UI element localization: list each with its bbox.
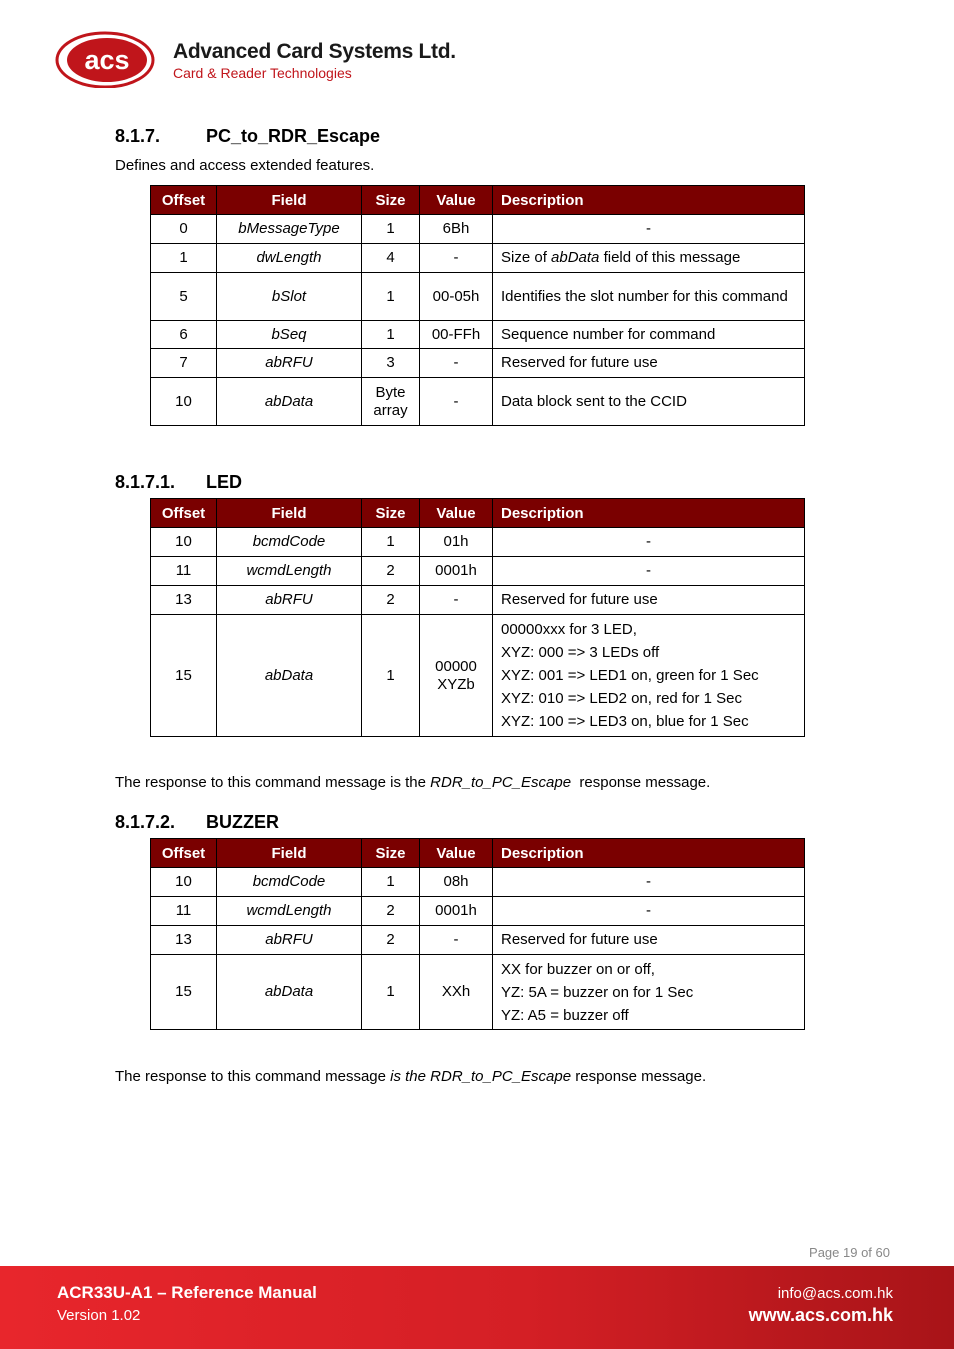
response-note-buzzer: The response to this command message is the RDR_to_PC_Escape response message. <box>115 1068 707 1085</box>
cell-size: 1 <box>362 868 420 897</box>
cell-field: abRFU <box>217 349 362 378</box>
table-row <box>151 215 805 244</box>
col-size: Size <box>362 499 420 528</box>
page-number: Page 19 of 60 <box>809 1245 890 1260</box>
col-value: Value <box>420 186 493 215</box>
cell-size: Byte array <box>362 378 420 426</box>
footer-email: info@acs.com.hk <box>777 1285 893 1302</box>
cell-size: 1 <box>362 955 420 1030</box>
cell-field: bcmdCode <box>217 868 362 897</box>
cell-offset: 11 <box>151 557 217 586</box>
section-heading-led <box>115 472 242 493</box>
col-value: Value <box>420 499 493 528</box>
cell-size: 1 <box>362 215 420 244</box>
table-row <box>151 615 805 737</box>
section-heading-escape <box>115 126 380 147</box>
company-name: Advanced Card Systems Ltd. <box>173 40 456 63</box>
cell-offset: 11 <box>151 897 217 926</box>
cell-description: Reserved for future use <box>493 926 805 955</box>
col-offset: Offset <box>151 186 217 215</box>
cell-value: - <box>420 244 493 273</box>
cell-field: bcmdCode <box>217 528 362 557</box>
cell-offset: 7 <box>151 349 217 378</box>
table-header-row <box>151 186 805 215</box>
table-row <box>151 273 805 321</box>
cell-description: Reserved for future use <box>493 586 805 615</box>
cell-description: Sequence number for command <box>493 321 805 349</box>
page-footer <box>0 1266 954 1349</box>
cell-size: 1 <box>362 528 420 557</box>
table-row <box>151 349 805 378</box>
acs-logo-icon <box>55 30 155 88</box>
col-size: Size <box>362 186 420 215</box>
col-field: Field <box>217 186 362 215</box>
section-number: 8.1.7.1. <box>115 472 176 492</box>
table-row <box>151 528 805 557</box>
cell-size: 2 <box>362 897 420 926</box>
cell-field: abData <box>217 955 362 1030</box>
cell-offset: 0 <box>151 215 217 244</box>
cell-value: - <box>420 586 493 615</box>
cell-size: 2 <box>362 926 420 955</box>
table-row <box>151 586 805 615</box>
cell-offset: 5 <box>151 273 217 321</box>
cell-field: wcmdLength <box>217 897 362 926</box>
cell-description: Data block sent to the CCID <box>493 378 805 426</box>
section-title: PC_to_RDR_Escape <box>206 126 381 146</box>
cell-description: - <box>493 868 805 897</box>
cell-description: - <box>493 557 805 586</box>
cell-description: Identifies the slot number for this command <box>493 273 805 321</box>
cell-field: abData <box>217 378 362 426</box>
col-field: Field <box>217 499 362 528</box>
table-row <box>151 244 805 273</box>
cell-offset: 13 <box>151 586 217 615</box>
cell-description: XX for buzzer on or off, YZ: 5A = buzzer on for 1 Sec YZ: A5 = buzzer off <box>493 955 805 1030</box>
footer-version: Version 1.02 <box>57 1307 141 1324</box>
cell-value: - <box>420 349 493 378</box>
cell-value: 0001h <box>420 557 493 586</box>
cell-description: Reserved for future use <box>493 349 805 378</box>
cell-description: Size of abData field of this message <box>493 244 805 273</box>
table-header-row <box>151 499 805 528</box>
cell-size: 1 <box>362 615 420 737</box>
cell-size: 1 <box>362 321 420 349</box>
cell-value: - <box>420 378 493 426</box>
cell-offset: 15 <box>151 955 217 1030</box>
cell-size: 1 <box>362 273 420 321</box>
cell-field: wcmdLength <box>217 557 362 586</box>
col-offset: Offset <box>151 499 217 528</box>
footer-title: ACR33U-A1 – Reference Manual <box>57 1283 317 1302</box>
table-header-row <box>151 839 805 868</box>
section-title: LED <box>206 472 242 492</box>
led-table <box>150 498 805 737</box>
company-tagline: Card & Reader Technologies <box>173 65 352 81</box>
cell-value: 00-05h <box>420 273 493 321</box>
col-value: Value <box>420 839 493 868</box>
col-description: Description <box>493 186 805 215</box>
cell-field: abRFU <box>217 926 362 955</box>
section-title: BUZZER <box>206 812 279 832</box>
col-size: Size <box>362 839 420 868</box>
buzzer-table <box>150 838 805 1030</box>
cell-value: XXh <box>420 955 493 1030</box>
cell-value: 08h <box>420 868 493 897</box>
company-logo <box>55 30 475 96</box>
cell-field: bSlot <box>217 273 362 321</box>
cell-description: - <box>493 528 805 557</box>
table-row <box>151 321 805 349</box>
cell-offset: 10 <box>151 868 217 897</box>
table-row <box>151 868 805 897</box>
cell-offset: 10 <box>151 528 217 557</box>
cell-size: 2 <box>362 557 420 586</box>
cell-size: 2 <box>362 586 420 615</box>
table-row <box>151 897 805 926</box>
section-number: 8.1.7. <box>115 126 161 146</box>
table-row <box>151 378 805 426</box>
cell-size: 4 <box>362 244 420 273</box>
cell-value: 0001h <box>420 897 493 926</box>
cell-description: - <box>493 215 805 244</box>
cell-field: abRFU <box>217 586 362 615</box>
escape-table <box>150 185 805 426</box>
cell-description: - <box>493 897 805 926</box>
footer-website: www.acs.com.hk <box>748 1305 893 1325</box>
cell-value: 00000 XYZb <box>420 615 493 737</box>
cell-value: 01h <box>420 528 493 557</box>
cell-offset: 6 <box>151 321 217 349</box>
col-field: Field <box>217 839 362 868</box>
table-row <box>151 557 805 586</box>
cell-field: dwLength <box>217 244 362 273</box>
cell-field: bSeq <box>217 321 362 349</box>
table-row <box>151 926 805 955</box>
section-heading-buzzer <box>115 812 279 833</box>
cell-field: abData <box>217 615 362 737</box>
cell-description: 00000xxx for 3 LED, XYZ: 000 => 3 LEDs off XYZ: 001 => LED1 on, green for 1 Sec XYZ: 010 => LED2 on, red for 1 Sec XYZ: 100 => LED3 on, blue for 1 Sec <box>493 615 805 737</box>
section-intro: Defines and access extended features. <box>115 157 375 174</box>
cell-offset: 15 <box>151 615 217 737</box>
response-note-led: The response to this command message is the RDR_to_PC_Escape response message. <box>115 774 711 791</box>
col-offset: Offset <box>151 839 217 868</box>
cell-offset: 13 <box>151 926 217 955</box>
cell-size: 3 <box>362 349 420 378</box>
col-description: Description <box>493 499 805 528</box>
cell-value: 00-FFh <box>420 321 493 349</box>
table-row <box>151 955 805 1030</box>
svg-text:acs: acs <box>84 45 130 75</box>
cell-field: bMessageType <box>217 215 362 244</box>
cell-offset: 10 <box>151 378 217 426</box>
cell-value: 6Bh <box>420 215 493 244</box>
cell-offset: 1 <box>151 244 217 273</box>
section-number: 8.1.7.2. <box>115 812 176 832</box>
cell-value: - <box>420 926 493 955</box>
col-description: Description <box>493 839 805 868</box>
